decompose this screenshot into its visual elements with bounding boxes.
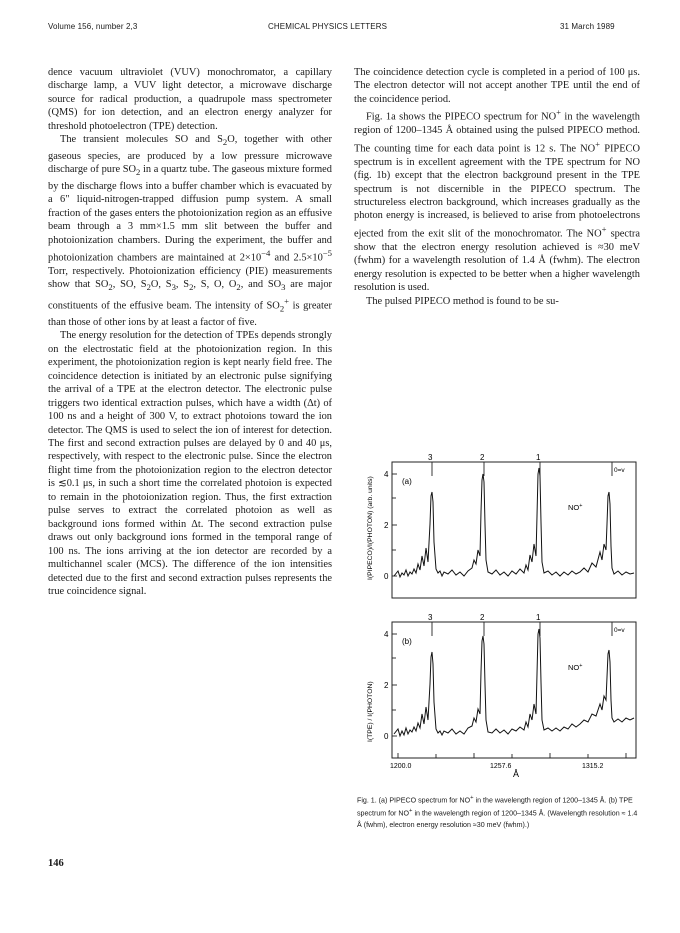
left-text-column (48, 66, 332, 598)
x-unit: Å (513, 769, 520, 779)
vib-label-1-b: 1 (536, 613, 541, 622)
figure-1 (362, 452, 640, 795)
panel-b-ylabel: I(TPE) / I(PHOTON) (367, 681, 374, 742)
left-paragraph: The energy resolution for the detection of TPEs depends strongly on the electrostatic field at the photoionization region. In this experiment, the photoionization region is kept nearly field free. The coincidence detection is initiated by an electronic pulse signifying the arrival of a TPE at the electron detector. The electronic pulse triggers two identical extraction pulses, which have a width (Δt) of 100 ns and a height of 300 V, to extract photoions toward the ion detector. The QMS is used to select the ion of interest for detection. The first and second extraction pulses are delayed by 0 and 40 μs, respectively, with respect to the electronic pulse. Since the electron flight time from the photoionization region to the electron detector is ≲0.1 μs, in such a short time the correlated photoion is expected to remain in the photoionization region. Thus, the first extraction pulse serves to extract the correlated photoion as well as background ions formed within Δt. The second extraction pulse draws out only background ions formed in the temporal range of 100 ns. The ions arriving at the ion detector are recorded by a multichannel scaler (MCS). The difference of the ion intensities detected due to the first and second extraction pulses represents the true coincidence signal. (48, 330, 332, 598)
right-paragraph: The pulsed PIPECO method is found to be su- (366, 295, 559, 307)
panel-b-trace (394, 629, 634, 736)
panel-a-label: (a) (402, 477, 412, 486)
vib-label-1-a: 1 (536, 453, 541, 462)
figure-1-spectra (362, 452, 640, 790)
panel-a-frame (392, 462, 636, 598)
panel-b-ytick-0: 0 (384, 732, 389, 741)
panel-b-ytick-2: 2 (384, 681, 389, 690)
panel-b-label: (b) (402, 637, 412, 646)
vib-label-2-a: 2 (480, 453, 485, 462)
left-paragraph: dence vacuum ultraviolet (VUV) monochromator, a capillary discharge lamp, a VUV light detector, a microwave discharge source for radical production, a quadrupole mass spectrometer (QMS) for ion detection, and an electron energy analyzer for threshold photoelectron (TPE) detection. (48, 67, 332, 132)
panel-a-ytick-0: 0 (384, 572, 389, 581)
volume-info: Volume 156, number 2,3 (48, 22, 138, 31)
vib-label-0-b: 0=v (614, 627, 625, 634)
left-paragraph: The transient molecules SO and $S_2O$, together with other gaseous species, are produced by a low pressure microwave discharge of pure $SO_2$ in a quartz tube. The gaseous mixture formed by the discharge flows into a buffer chamber which is evacuated by a 6" liquid-nitrogen-trapped diffusion pump system. A small fraction of the gases enters the photoionization region as an effusive beam through a 3 mm×1.5 mm slit between the buffer and photoionization chambers. During the experiment, the buffer and photoionization chambers are maintained at $2\times 10^{-4}$ and $2.5\times 10^{-5}$ Torr, respectively. Photoionization efficiency (PIE) measurements show that $SO_2$, SO, $S_2O$, $S_3$, $S_2$, S, O, $O_2$, and $SO_3$ are major constituents of the effusive beam. The intensity of $SO_2^+$ is greater than those of other ions by at least a factor of five. (48, 134, 333, 328)
xtick-1257: 1257.6 (490, 763, 512, 770)
panel-b-ytick-4: 4 (384, 630, 389, 639)
panel-b-frame (392, 622, 636, 758)
right-paragraph: The coincidence detection cycle is completed in a period of 100 μs. The electron detector will not accept another TPE until the end of the coincidence period. (354, 67, 640, 105)
figure-caption: Fig. 1. (a) PIPECO spectrum for NO+ in the wavelength region of 1200–1345 Å. (b) TPE spectrum for NO+ in the wavelength region of 1200–1345 Å. (Wavelength resolution ≈ 1.4 Å (fwhm), electron energy resolution ≈30 meV (fwhm).) (357, 795, 638, 829)
panel-a-ytick-4: 4 (384, 470, 389, 479)
xtick-1200: 1200.0 (390, 763, 412, 770)
right-text-column (354, 66, 640, 308)
xtick-1315: 1315.2 (582, 763, 604, 770)
issue-date: 31 March 1989 (560, 22, 615, 31)
panel-b-vib-markers (432, 622, 612, 636)
right-paragraph: Fig. 1a shows the PIPECO spectrum for NO+ in the wavelength region of 1200–1345 Å obtained using the pulsed PIPECO method. The counting time for each data point is 12 s. The NO+ PIPECO spectrum is in excellent agreement with the TPE spectrum for NO (fig. 1b) except that the electron background present in the TPE spectrum is not discernible in the PIPECO spectrum. The structureless electron background, which increases gradually as the photon energy is increased, is believed to arise from photoelectrons ejected from the exit slit of the monochromator. The NO+ spectra show that the electron energy resolution achieved is ≈30 meV (fwhm) for a wavelength resolution of 1.4 Å (fwhm). The electron energy resolution is expected to be better when a higher wavelength resolution is used. (354, 107, 640, 294)
panel-a-vib-markers (432, 462, 612, 476)
panel-a-ylabel: I(PIPECO)/I(PHOTON) (arb. units) (367, 476, 374, 580)
panel-b-ion-label: NO+ (568, 663, 583, 672)
panel-a-ion-label: NO+ (568, 503, 583, 512)
page-number: 146 (48, 858, 64, 869)
vib-label-3-a: 3 (428, 453, 433, 462)
vib-label-2-b: 2 (480, 613, 485, 622)
panel-a-ytick-2: 2 (384, 521, 389, 530)
vib-label-3-b: 3 (428, 613, 433, 622)
journal-name: CHEMICAL PHYSICS LETTERS (268, 22, 388, 31)
panel-a-trace (394, 468, 634, 577)
vib-label-0-a: 0=v (614, 467, 625, 474)
